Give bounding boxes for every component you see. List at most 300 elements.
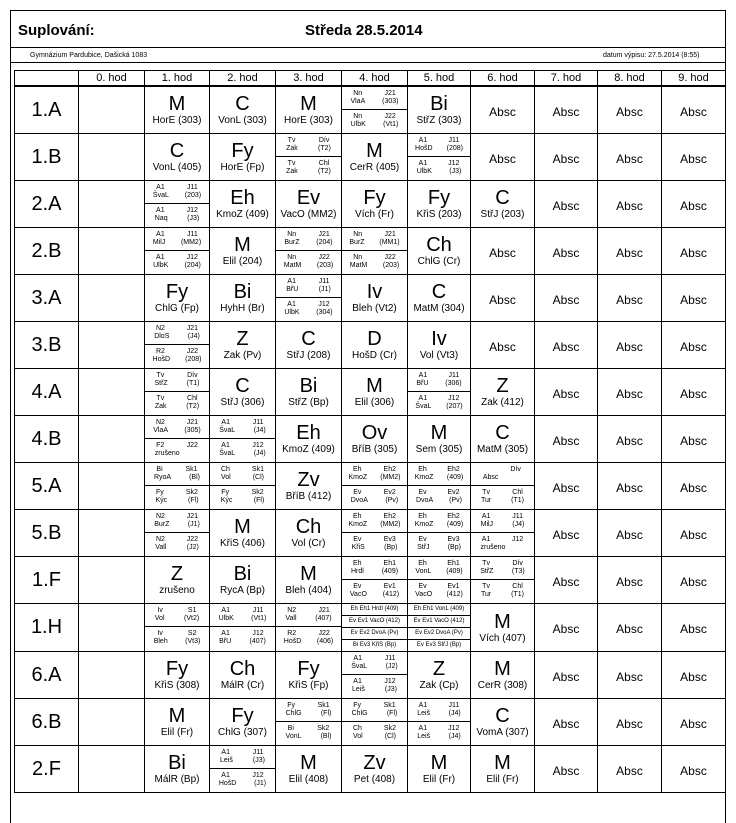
room-code: (409) xyxy=(446,521,464,528)
lesson-cell xyxy=(342,510,408,557)
group-teacher xyxy=(276,239,341,247)
lesson-cell xyxy=(79,510,145,557)
group-teacher xyxy=(471,568,534,576)
lesson-cell xyxy=(535,322,598,369)
group-code: J11 xyxy=(187,184,198,191)
teacher-room: Elil (Fr) xyxy=(486,774,519,785)
room-code: (412) xyxy=(382,591,400,598)
subject-code: Fy xyxy=(165,281,189,303)
group-teacher xyxy=(342,521,407,529)
lesson-cell xyxy=(276,463,342,510)
column-header: 4. hod xyxy=(342,71,408,87)
absence-label: Absc xyxy=(616,340,643,354)
subject-code: M xyxy=(300,563,317,585)
group-subject xyxy=(276,254,341,262)
class-label: 3.B xyxy=(15,322,79,369)
subject-code: Z xyxy=(432,658,446,680)
teacher-code: ChlG xyxy=(351,710,368,717)
subject-code: Ev xyxy=(296,187,321,209)
group-code: Eh1 xyxy=(383,560,396,567)
subject-code: A1 xyxy=(353,655,362,662)
group-code: Chl xyxy=(512,583,523,590)
teacher-room: BříB (412) xyxy=(285,491,332,502)
teacher-room: Pet (408) xyxy=(353,774,396,785)
group-lesson xyxy=(145,463,209,485)
table-row xyxy=(15,134,726,181)
lesson-cell xyxy=(662,699,726,746)
subject-code: M xyxy=(234,516,251,538)
subject-code: N2 xyxy=(287,607,297,614)
group-code: S1 xyxy=(187,607,197,614)
group-lesson xyxy=(342,463,407,485)
subject-code: Z xyxy=(496,375,509,397)
lesson-cell xyxy=(408,181,471,228)
table-row xyxy=(15,322,726,369)
group-teacher xyxy=(408,497,470,505)
absence-label: Absc xyxy=(552,764,580,778)
group-teacher xyxy=(276,262,341,270)
group-lesson xyxy=(408,699,470,721)
teacher-code: VlaA xyxy=(350,98,366,105)
subject-code: F2 xyxy=(156,442,165,449)
lesson-cell xyxy=(408,228,471,275)
group-lesson xyxy=(408,579,470,602)
group-teacher xyxy=(210,427,275,435)
group-lesson xyxy=(408,510,470,532)
subject-code: C xyxy=(495,187,510,209)
group-teacher xyxy=(342,686,407,694)
subject-code: A1 xyxy=(221,607,230,614)
room-code: (T3) xyxy=(511,568,525,575)
teacher-code: Vol xyxy=(220,474,231,481)
group-subject xyxy=(210,630,275,638)
group-subject xyxy=(408,583,470,591)
room-code: (J4) xyxy=(448,733,461,740)
subject-code: Eh xyxy=(230,187,255,209)
group-code: J12 xyxy=(384,678,396,685)
teacher-code: Absc xyxy=(482,474,499,481)
group-teacher xyxy=(145,474,209,482)
lesson-cell xyxy=(145,181,210,228)
room-code: (MM2) xyxy=(180,239,202,246)
teacher-room: KřiS (406) xyxy=(219,538,265,549)
teacher-code: Leiš xyxy=(352,686,365,693)
teacher-code: StřJ xyxy=(417,544,430,551)
group-subject xyxy=(408,137,470,145)
group-code: J11 xyxy=(252,607,264,614)
room-code: (407) xyxy=(249,638,266,645)
room-code: (J3) xyxy=(187,215,200,222)
room-code: (J4) xyxy=(253,450,266,457)
teacher-code: UlbK xyxy=(284,309,300,316)
group-subject xyxy=(342,90,407,98)
lesson-cell xyxy=(408,275,471,322)
subject-code: A1 xyxy=(156,231,165,238)
teacher-code: VonL xyxy=(285,733,302,740)
group-teacher xyxy=(145,638,209,646)
absence-label: Absc xyxy=(552,293,580,307)
teacher-code: VacO xyxy=(415,591,433,598)
class-label: 6.B xyxy=(15,699,79,746)
group-subject xyxy=(210,442,275,450)
group-teacher xyxy=(342,239,407,247)
absence-label: Absc xyxy=(616,764,643,778)
lesson-cell xyxy=(408,652,471,699)
group-teacher xyxy=(471,544,534,552)
group-lesson xyxy=(210,463,275,485)
lesson-cell xyxy=(662,557,726,604)
lesson-cell xyxy=(276,604,342,652)
group-lesson xyxy=(342,109,407,132)
subject-code: Ch xyxy=(229,658,256,680)
group-subject xyxy=(145,348,209,356)
subject-code: Nn xyxy=(353,254,363,261)
room-code: (Vt2) xyxy=(184,615,200,622)
group-subject xyxy=(276,725,341,733)
group-lesson xyxy=(342,674,407,697)
teacher-room: Vol (Vt3) xyxy=(419,350,459,361)
lesson-cell xyxy=(598,86,662,134)
lesson-cell xyxy=(79,557,145,604)
substitution-table xyxy=(14,70,726,793)
group-teacher xyxy=(276,615,341,623)
lesson-cell xyxy=(145,699,210,746)
absence-label: Absc xyxy=(680,764,707,778)
teacher-code: HošD xyxy=(283,638,302,645)
group-code: Sk2 xyxy=(185,489,198,496)
table-row xyxy=(15,510,726,557)
absence-label: Absc xyxy=(616,199,643,213)
lesson-cell xyxy=(535,510,598,557)
lesson-cell xyxy=(145,322,210,369)
teacher-code: MatM xyxy=(349,262,368,269)
group-code: J21 xyxy=(384,90,396,97)
subject-code: R2 xyxy=(287,630,297,637)
group-code: Sk2 xyxy=(251,489,264,496)
group-code: Chl xyxy=(512,489,523,496)
teacher-code: VonL xyxy=(415,568,432,575)
lesson-cell xyxy=(535,86,598,134)
subject-code: Eh xyxy=(352,513,362,520)
subject-code: Bi xyxy=(233,563,252,585)
room-code: (Vt1) xyxy=(383,121,399,128)
group-teacher xyxy=(210,474,275,482)
lesson-cell xyxy=(662,86,726,134)
group-teacher xyxy=(342,568,407,576)
group-lesson xyxy=(276,156,341,179)
lesson-cell xyxy=(276,652,342,699)
group-teacher xyxy=(342,591,407,599)
subject-code: Nn xyxy=(353,113,363,120)
group-code: J12 xyxy=(448,160,460,167)
group-lesson xyxy=(145,532,209,555)
lesson-cell xyxy=(342,463,408,510)
room-code: (J1) xyxy=(254,780,267,787)
class-label: 5.B xyxy=(15,510,79,557)
lesson-cell xyxy=(210,369,276,416)
group-teacher xyxy=(471,474,534,482)
room-code: (T2) xyxy=(186,403,200,410)
subject-code: Ev xyxy=(353,583,362,590)
lesson-cell xyxy=(408,699,471,746)
lesson-cell xyxy=(79,463,145,510)
class-label: 1.B xyxy=(15,134,79,181)
subject-code: A1 xyxy=(221,749,230,756)
room-code: (Bp) xyxy=(384,544,398,551)
group-code: J21 xyxy=(384,231,396,238)
group-lesson-line: Ev Ev3 StřJ (Bp) xyxy=(416,642,462,648)
lesson-cell xyxy=(535,275,598,322)
group-subject xyxy=(342,513,407,521)
group-subject xyxy=(408,466,470,474)
lesson-cell xyxy=(210,181,276,228)
absence-label: Absc xyxy=(616,670,643,684)
subject-code: Nn xyxy=(353,90,363,97)
subject-code: M xyxy=(168,93,186,115)
teacher-room: VonL (405) xyxy=(152,162,202,173)
lesson-cell xyxy=(408,604,471,652)
room-code: (203) xyxy=(184,192,202,199)
group-lesson xyxy=(276,228,341,250)
lesson-cell xyxy=(471,510,535,557)
subject-code: A1 xyxy=(156,184,165,191)
absence-label: Absc xyxy=(616,152,643,166)
teacher-code: KmoZ xyxy=(348,474,368,481)
class-label: 5.A xyxy=(15,463,79,510)
class-label: 6.A xyxy=(15,652,79,699)
teacher-code: ChlG xyxy=(285,710,302,717)
subject-code: A1 xyxy=(418,395,428,402)
absence-label: Absc xyxy=(489,246,516,260)
lesson-cell xyxy=(471,322,535,369)
room-code: (T2) xyxy=(318,168,331,175)
report-day: Středa 28.5.2014 xyxy=(305,22,423,39)
room-code: (Vt3) xyxy=(185,638,201,645)
table-row xyxy=(15,228,726,275)
group-teacher xyxy=(210,497,275,505)
room-code: (203) xyxy=(382,262,400,269)
lesson-cell xyxy=(598,228,662,275)
group-teacher xyxy=(342,98,407,106)
group-subject xyxy=(342,113,407,121)
group-teacher xyxy=(145,427,209,435)
room-code: (J2) xyxy=(385,663,398,670)
group-lesson xyxy=(471,485,534,508)
absence-label: Absc xyxy=(680,105,707,119)
room-code: (208) xyxy=(185,356,202,363)
subject-code: Tv xyxy=(156,372,165,379)
teacher-code: VacO xyxy=(349,591,367,598)
group-teacher xyxy=(471,497,534,505)
group-lesson xyxy=(145,203,209,226)
lesson-cell xyxy=(79,369,145,416)
absence-label: Absc xyxy=(489,105,516,119)
group-code: J21 xyxy=(186,419,199,426)
teacher-room: ChlG (Fp) xyxy=(155,303,199,314)
subject-code: Ch xyxy=(426,234,452,256)
teacher-room: VacO (MM2) xyxy=(280,209,337,220)
absence-label: Absc xyxy=(552,622,580,636)
column-header xyxy=(15,71,79,87)
room-code: (306) xyxy=(445,380,462,387)
room-code: (203) xyxy=(316,262,334,269)
subject-code: Ch xyxy=(352,725,362,732)
teacher-code: Zak xyxy=(154,403,167,410)
group-subject xyxy=(145,184,209,192)
group-subject xyxy=(145,419,209,427)
teacher-code: Vall xyxy=(285,615,297,622)
lesson-cell xyxy=(79,652,145,699)
subject-code: Tv xyxy=(482,583,490,590)
subject-code: Tv xyxy=(482,489,490,496)
teacher-room: VomA (307) xyxy=(476,727,529,738)
group-subject xyxy=(145,325,209,333)
lesson-cell xyxy=(662,510,726,557)
teacher-code: zrušeno xyxy=(154,450,180,457)
teacher-room: HošD (Cr) xyxy=(352,350,397,361)
subject-code: M xyxy=(430,422,448,444)
subject-code: Ov xyxy=(361,422,388,444)
group-teacher xyxy=(342,544,407,552)
lesson-cell xyxy=(535,604,598,652)
subject-code: M xyxy=(494,658,511,680)
group-lesson xyxy=(342,250,407,273)
teacher-code: KmoZ xyxy=(348,521,368,528)
group-code: J11 xyxy=(448,137,460,144)
table-row xyxy=(15,557,726,604)
print-date: datum výpisu: 27.5.2014 (8:55) xyxy=(603,52,700,59)
column-header: 6. hod xyxy=(471,71,535,87)
group-teacher xyxy=(276,286,341,294)
absence-label: Absc xyxy=(680,670,707,684)
subject-code: A1 xyxy=(221,772,230,779)
subject-code: M xyxy=(494,752,511,774)
lesson-cell xyxy=(535,699,598,746)
subject-code: A1 xyxy=(287,301,296,308)
subject-code: N2 xyxy=(155,325,165,332)
column-header: 2. hod xyxy=(210,71,276,87)
group-lesson xyxy=(471,557,534,579)
group-code: Dív xyxy=(510,466,521,473)
subject-code: D xyxy=(367,328,382,350)
teacher-code: Tur xyxy=(480,497,492,504)
group-subject xyxy=(145,513,209,521)
teacher-room: ChlG (307) xyxy=(218,727,267,738)
group-lesson xyxy=(276,699,341,721)
group-subject xyxy=(145,466,209,474)
lesson-cell xyxy=(598,510,662,557)
subject-code: Ev xyxy=(353,489,362,496)
lesson-cell xyxy=(662,228,726,275)
lesson-cell xyxy=(210,228,276,275)
group-lesson xyxy=(408,391,470,414)
lesson-cell xyxy=(662,369,726,416)
group-subject xyxy=(342,466,407,474)
lesson-cell xyxy=(145,604,210,652)
absence-label: Absc xyxy=(552,387,580,401)
room-code: (204) xyxy=(316,239,333,246)
subject-code: C xyxy=(301,328,316,350)
group-lesson xyxy=(342,557,407,579)
teacher-code: BurZ xyxy=(154,521,170,528)
lesson-cell xyxy=(598,746,662,793)
group-lesson xyxy=(276,626,341,649)
teacher-code: Leiš xyxy=(417,710,431,717)
group-code: J11 xyxy=(448,702,460,709)
group-lesson xyxy=(342,485,407,508)
group-lesson xyxy=(145,181,209,203)
room-code: (Fl) xyxy=(253,497,265,504)
class-label: 2.A xyxy=(15,181,79,228)
group-code: J21 xyxy=(186,325,199,332)
teacher-code: Hrdl xyxy=(350,568,364,575)
teacher-code: StřZ xyxy=(154,380,168,387)
subject-code: Iv xyxy=(157,630,163,637)
lesson-cell xyxy=(598,699,662,746)
absence-label: Absc xyxy=(680,387,707,401)
teacher-code: Leiš xyxy=(220,757,233,764)
lesson-cell xyxy=(276,416,342,463)
group-lesson-line: Ev Ev2 DvoA (Pv) xyxy=(342,628,407,640)
teacher-code: Vall xyxy=(155,544,167,551)
teacher-room: Bleh (404) xyxy=(285,585,332,596)
room-code: (Pv) xyxy=(385,497,399,504)
group-teacher xyxy=(276,145,341,153)
teacher-room: HorE (303) xyxy=(284,115,333,126)
table-row xyxy=(15,652,726,699)
teacher-room: StřJ (203) xyxy=(480,209,525,220)
room-code: (406) xyxy=(316,638,334,645)
group-lesson xyxy=(276,250,341,273)
room-code: (J3) xyxy=(449,168,462,175)
subject-code: Nn xyxy=(287,231,297,238)
lesson-cell xyxy=(408,416,471,463)
group-lesson xyxy=(145,438,209,461)
group-lesson xyxy=(145,228,209,250)
group-subject xyxy=(276,702,341,710)
teacher-code: StřZ xyxy=(480,568,494,575)
group-code: J22 xyxy=(384,113,396,120)
group-teacher xyxy=(471,521,534,529)
lesson-cell xyxy=(342,228,408,275)
absence-label: Absc xyxy=(552,528,580,542)
teacher-code: UlbK xyxy=(350,121,366,128)
teacher-room: Vol (Cr) xyxy=(291,538,326,549)
lesson-cell xyxy=(535,369,598,416)
group-subject xyxy=(342,583,407,591)
subject-code: A1 xyxy=(156,254,165,261)
column-header: 1. hod xyxy=(145,71,210,87)
subject-code: Bi xyxy=(156,466,163,473)
teacher-room: HyhH (Br) xyxy=(220,303,265,314)
subject-code: Eh xyxy=(296,422,321,444)
room-code: (204) xyxy=(184,262,201,269)
group-teacher xyxy=(342,474,407,482)
lesson-cell xyxy=(145,86,210,134)
lesson-cell xyxy=(471,604,535,652)
lesson-cell xyxy=(79,604,145,652)
subject-code: A1 xyxy=(221,630,230,637)
subject-code: A1 xyxy=(418,702,428,709)
teacher-room: KmoZ (409) xyxy=(216,209,269,220)
teacher-room: Elil (204) xyxy=(222,256,263,267)
group-teacher xyxy=(342,663,407,671)
lesson-cell xyxy=(408,369,471,416)
group-code: J11 xyxy=(384,655,396,662)
teacher-code: BřU xyxy=(219,638,232,645)
class-label: 2.B xyxy=(15,228,79,275)
teacher-room: StřZ (303) xyxy=(416,115,462,126)
